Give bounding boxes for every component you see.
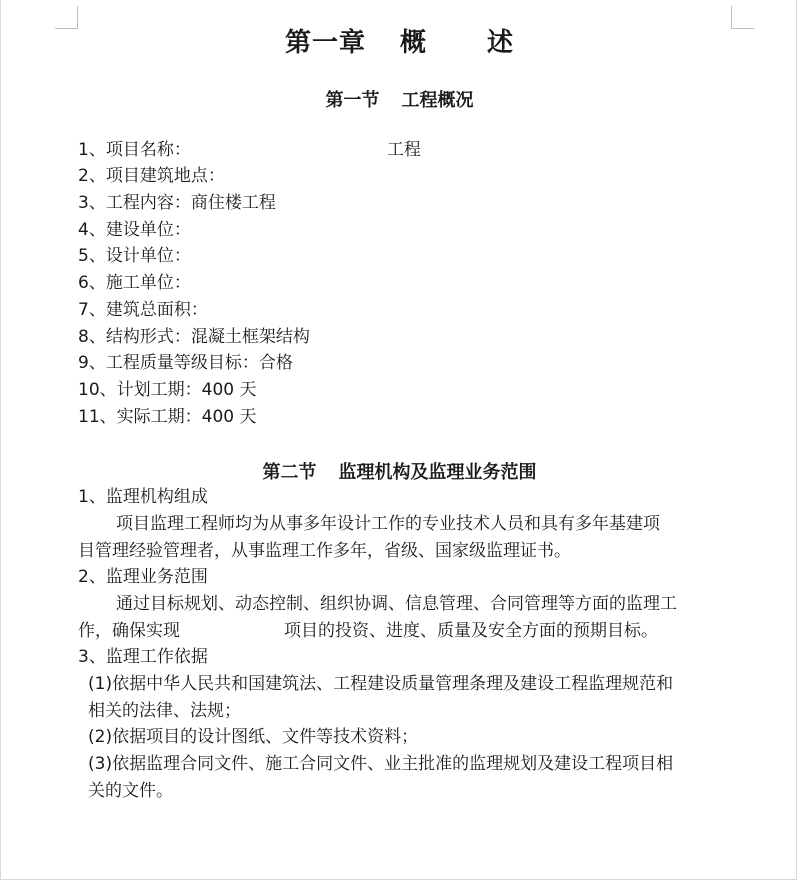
basis-item-1-line: (1)依据中华人民共和国建筑法、工程建设质量管理条理及建设工程监理规范和 xyxy=(88,674,674,694)
org-paragraph-line: 目管理经验管理者，从事监理工作多年，省级、国家级监理证书。 xyxy=(78,541,571,561)
structure-item: 8、结构形式：混凝土框架结构 xyxy=(78,327,310,347)
basis-item-3-line: (3)依据监理合同文件、施工合同文件、业主批准的监理规划及建设工程项目相 xyxy=(88,754,674,774)
project-name-item: 1、项目名称： 工程 xyxy=(78,140,421,160)
project-name-value: 工程 xyxy=(386,140,421,160)
basis-heading: 3、监理工作依据 xyxy=(78,647,208,667)
actual-duration-item: 11、实际工期：400 天 xyxy=(78,407,257,427)
scope-paragraph-line: 通过目标规划、动态控制、组织协调、信息管理、合同管理等方面的监理工 xyxy=(116,594,677,614)
basis-item-2-line: (2)依据项目的设计图纸、文件等技术资料； xyxy=(88,727,419,747)
project-content-item: 3、工程内容：商住楼工程 xyxy=(78,193,276,213)
basis-item-1-line: 相关的法律、法规； xyxy=(88,701,241,721)
contractor-item: 6、施工单位： xyxy=(78,273,191,293)
client-item: 4、建设单位： xyxy=(78,220,191,240)
quality-target-item: 9、工程质量等级目标：合格 xyxy=(78,353,293,373)
basis-item-3-line: 关的文件。 xyxy=(88,781,173,801)
total-area-item: 7、建筑总面积： xyxy=(78,300,208,320)
org-paragraph-line: 项目监理工程师均为从事多年设计工作的专业技术人员和具有多年基建项 xyxy=(116,514,660,534)
site-location-item: 2、项目建筑地点： xyxy=(78,166,225,186)
org-heading: 1、监理机构组成 xyxy=(78,487,208,507)
scope-heading: 2、监理业务范围 xyxy=(78,567,208,587)
scope-paragraph-line: 作，确保实现 项目的投资、进度、质量及安全方面的预期目标。 xyxy=(78,621,658,641)
designer-item: 5、设计单位： xyxy=(78,246,191,266)
planned-duration-item: 10、计划工期：400 天 xyxy=(78,380,257,400)
section-2-title: 第二节 监理机构及监理业务范围 xyxy=(262,462,537,483)
section-1-title: 第一节 工程概况 xyxy=(325,90,474,111)
chapter-title: 第一章 概 述 xyxy=(284,28,515,58)
